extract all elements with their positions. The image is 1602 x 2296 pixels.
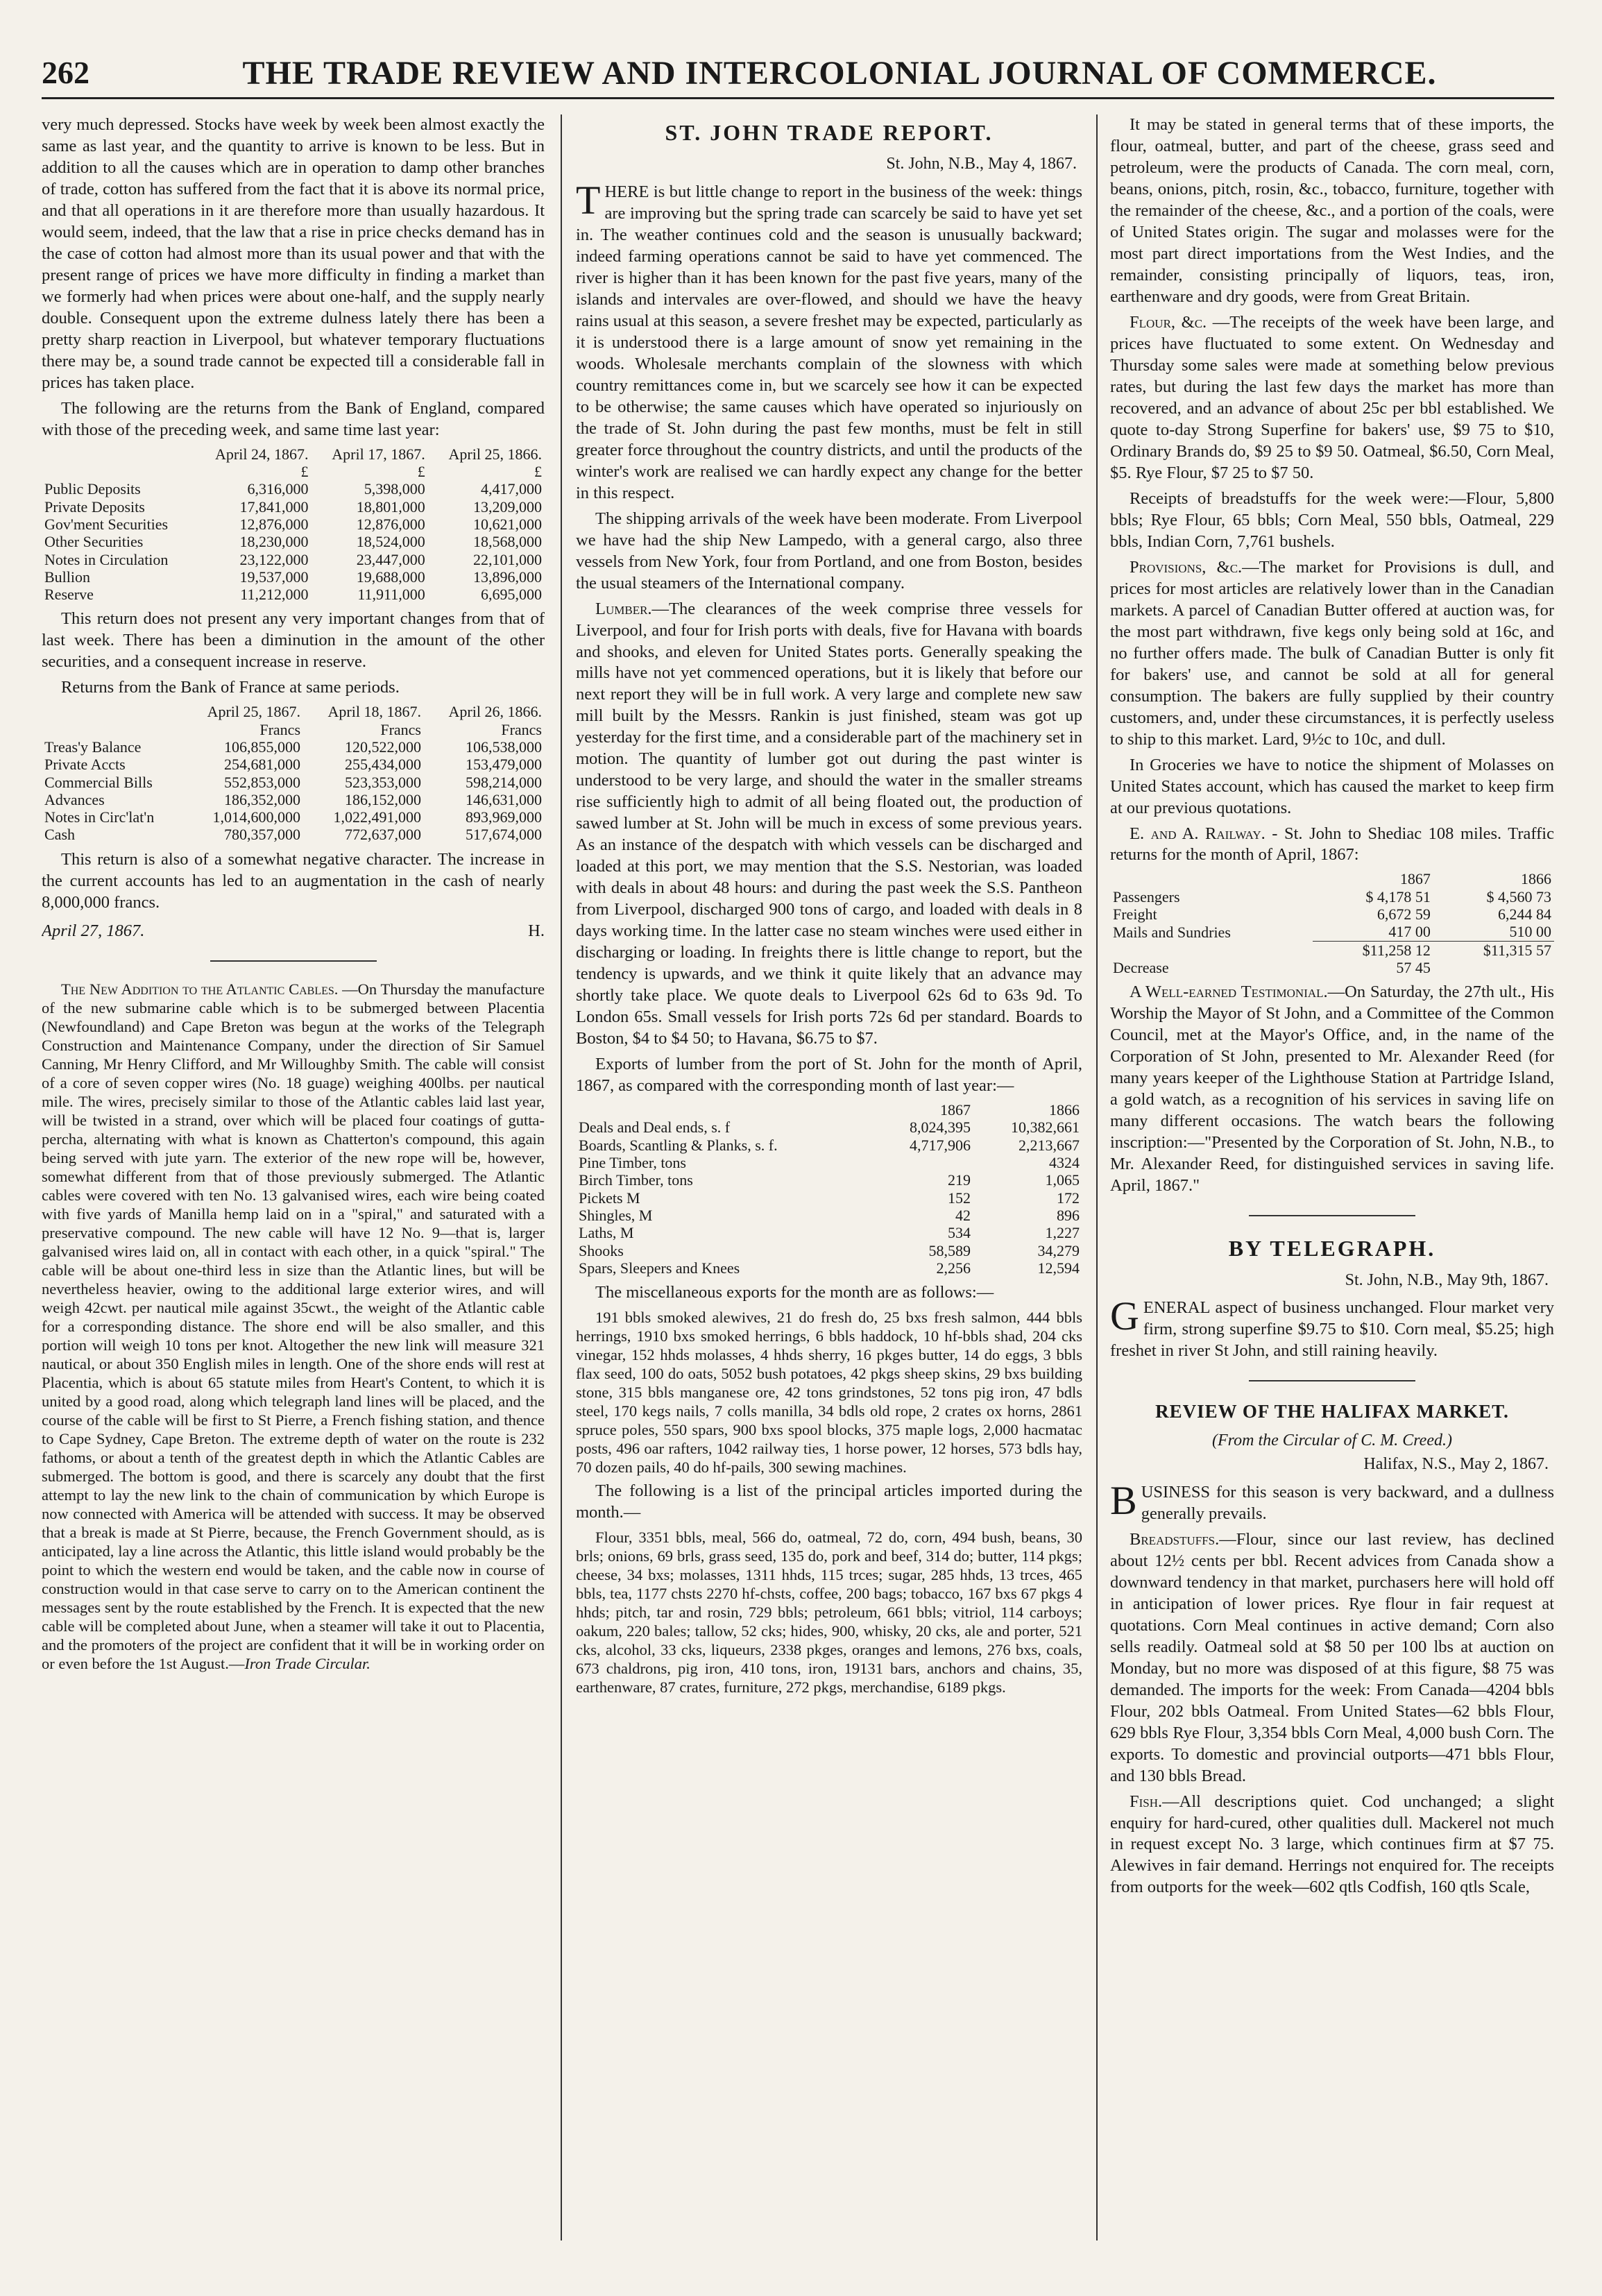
section-divider (1249, 1380, 1415, 1381)
table-row: Gov'ment Securities 12,876,000 12,876,000 10,621,000 (44, 515, 542, 533)
table-header: 1866 (1049, 1101, 1080, 1119)
table-header: April 24, 1867. (215, 445, 309, 463)
bank-france-intro: Returns from the Bank of France at same periods. (61, 678, 400, 697)
drop-cap: B (1110, 1477, 1137, 1523)
table-row: Shooks 58,589 34,279 (579, 1241, 1080, 1259)
section-divider (210, 960, 377, 962)
cotton-paragraph: very much depressed. Stocks have week by week been almost exactly the same as last year, and the quantity to arrive is known to be less. But in addition to all the causes which are in operation to damp other branches of trade, cotton has suffered from the fact that it is above its normal price, and that all operations in it are therefore more than usually hazardous. It would seem, indeed, that the law that a rise in price checks demand has in the case of cotton had almost more than its usual power and that with the present range of prices we have more difficulty in finding a market than we formerly had when prices were about one-half, and the supply nearly double. Consequent upon the extreme dulness lately there has been a pretty sharp reaction in Liverpool, but whatever temporary fluctuations there may be, a sound trade cannot be expected till a considerable fall in prices has taken place. (42, 115, 545, 392)
bank-england-note: This return does not present any very important changes from that of last week. There has been a diminution in the amount of the other securities, and a consequent increase in reserve. (42, 609, 545, 672)
provisions-paragraph: Provisions, &c.—The market for Provisions is dull, and prices for most articles are relatively lower than in the Canadian markets. A parcel of Canadian Butter offered at auction was, for the most part withdrawn, five kegs only being sold at 16c, and no further offers made. The bulk of Canadian Butter is only fit for bakers' use, and cannot be sold at all for general consumption. The bakers are fully supplied by their country customers, and, under these circumstances, it is perfectly useless to ship to this market. Lard, 9½c to 10c, and dull. (1110, 557, 1554, 749)
table-header: April 26, 1866. (448, 703, 542, 721)
currency-label: £ (300, 463, 309, 481)
table-row: Advances 186,352,000 186,152,000 146,631,000 (44, 790, 542, 808)
drop-cap: G (1110, 1293, 1139, 1338)
table-row: Cash 780,357,000 772,637,000 517,674,000 (44, 826, 542, 844)
railway-traffic-table (1110, 870, 1554, 976)
currency-label: £ (417, 463, 425, 481)
st-john-paragraph: THERE is but little change to report in the business of the week: things are improving but the spring trade can scarcely be said to have yet set in. The weather continues cold and the season is unusually backward; indeed farming operations cannot be said to have yet commenced. The river is higher than it has been known for the past five years, many of the islands and intervales are over-flowed, and should we have the heavy rains usual at this season, a severe freshet may be expected, particularly as it is understood there is a large amount of snow yet remaining in the woods. Wholesale merchants complain of the slowness with which country remittances come in, but we scarcely see how it can be expected to be otherwise; the same causes which have operated so injuriously on the trade of St. John during the past few months, must be felt in still greater force throughout the country districts, and until the products of the winter's work are realised we can hardly expect any change for the better in this respect. (576, 177, 1082, 502)
table-row: Notes in Circ'lat'n 1,014,600,000 1,022,491,000 893,969,000 (44, 808, 542, 826)
column-rule (561, 114, 562, 2240)
provisions-lead: Provisions, &c. (1130, 557, 1243, 577)
page-number: 262 (42, 55, 90, 90)
column-3 (1110, 114, 1554, 2247)
table-row: Pine Timber, tons 4324 (579, 1154, 1080, 1172)
railway-paragraph: E. and A. Railway. - St. John to Shediac 108 miles. Traffic returns for the month of April, 1867: (1110, 824, 1554, 865)
halifax-fish-paragraph: Fish.—All descriptions quiet. Cod unchanged; a slight enquiry for hard-cured, other qualities dull. Mackerel not much in request except No. 3 large, which continues firm at $7 75. Alewives in fair demand. Herrings not enquired for. The receipts from outports for the week—602 qtls Codfish, 160 qtls Scale, (1110, 1792, 1554, 1897)
table-row: Boards, Scantling & Planks, s. f. 4,717,906 2,213,667 (579, 1136, 1080, 1154)
bank-france-note: This return is also of a somewhat negative character. The increase in the current accounts has led to an augmentation in the cash of nearly 8,000,000 francs. (42, 849, 545, 912)
signoff-date: April 27, 1867. (42, 921, 145, 940)
table-row: Commercial Bills 552,853,000 523,353,000 598,214,000 (44, 773, 542, 791)
groceries-paragraph: In Groceries we have to notice the shipment of Molasses on United States account, which has caused the market to keep firm at our previous quotations. (1110, 755, 1554, 817)
table-header: April 25, 1866. (448, 445, 542, 463)
table-row: Private Deposits 17,841,000 18,801,000 13,209,000 (44, 498, 542, 516)
page-header (42, 49, 1554, 99)
bank-england-table (42, 445, 545, 604)
table-header: 1866 (1521, 870, 1551, 888)
telegraph-heading: BY TELEGRAPH. (1228, 1236, 1436, 1261)
halifax-business-paragraph: BUSINESS for this season is very backward, and a dullness generally prevails. (1110, 1477, 1554, 1523)
table-header: April 17, 1867. (332, 445, 425, 463)
table-row: Passengers $ 4,178 51 $ 4,560 73 (1113, 887, 1551, 905)
bank-france-table (42, 703, 545, 843)
table-row: Freight 6,672 59 6,244 84 (1113, 905, 1551, 924)
table-row: Pickets M 152 172 (579, 1189, 1080, 1207)
table-row: Spars, Sleepers and Knees 2,256 12,594 (579, 1259, 1080, 1277)
lumber-exports-table (576, 1101, 1082, 1277)
imports-origin-paragraph: It may be stated in general terms that of these imports, the flour, oatmeal, butter, and part of the cheese, grass seed and petroleum, were the products of Canada. The corn meal, corn, beans, onions, pitch, rosin, &c., tobacco, furniture, together with the remainder of the cheese, &c., and a portion of the coals, were of United States origin. The sugar and molasses were for the most part direct importations from the West Indies, and the remainder, consisting principally of liquors, teas, iron, earthenware and dry goods, were from Great Britain. (1110, 115, 1554, 306)
flour-paragraph: Flour, &c. —The receipts of the week have been large, and prices have fluctuated to some extent. On Wednesday and Thursday some sales were made at something below previous rates, but during the last few days the market has more than recovered, and an advance of about 25c per bbl established. We quote to-day Strong Superfine for bakers' use, $9 75 to $10, Ordinary Brands do, $9 25 to $9 50. Oatmeal, $6.50, Corn Meal, $5. Rye Flour, $7 25 to $7 50. (1110, 312, 1554, 482)
bank-england-intro: The following are the returns from the Bank of England, compared with those of the preceding week, and same time last year: (42, 398, 545, 439)
halifax-heading: REVIEW OF THE HALIFAX MARKET. (1155, 1400, 1509, 1422)
imports-intro: The following is a list of the principal articles imported during the month.— (576, 1481, 1082, 1522)
totals-row: $11,258 12 $11,315 57 (1110, 941, 1554, 959)
halifax-dateline: Halifax, N.S., May 2, 1867. (1363, 1455, 1549, 1474)
misc-exports-intro: The miscellaneous exports for the month are as follows:— (595, 1283, 994, 1302)
cable-article (42, 980, 545, 1673)
telegraph-dateline: St. John, N.B., May 9th, 1867. (1345, 1270, 1549, 1289)
table-row: Laths, M 534 1,227 (579, 1224, 1080, 1242)
testimonial-paragraph: A Well-earned Testimonial.—On Saturday, the 27th ult., His Worship the Mayor of St John, and a Committee of the Common Council, met at the Mayor's Office, and, in the name of the Corporation of St John, presented to Mr. Alexander Reed (for many years keeper of the Lighthouse Station at Partridge Island, a gold watch, as a recognition of his services in saving life on many different occasions. The watch bears the following inscription:—"Presented by the Corporation of St. John, N.B., to Mr. Alexander Reed, for distinguished services in saving life. April, 1867." (1110, 983, 1554, 1196)
fish-lead: Fish. (1130, 1792, 1163, 1811)
table-header: April 18, 1867. (327, 703, 421, 721)
currency-label: Francs (259, 720, 301, 738)
breadstuffs-lead: Breadstuffs. (1130, 1529, 1220, 1549)
testimonial-lead: A Well-earned Testimonial. (1130, 983, 1328, 1002)
table-row: Notes in Circulation 23,122,000 23,447,000 22,101,000 (44, 550, 542, 568)
imports-list: Flour, 3351 bbls, meal, 566 do, oatmeal, 72 do, corn, 494 bush, beans, 30 brls; onions, 69 brls, grass seed, 135 do, pork and beef, 314 do; butter, 114 pkgs; cheese, 34 bxs; molasses, 1311 hhds, 115 trces; sugar, 285 hhds, 13 trces, 465 bbls, tea, 1177 chsts 2270 hf-chsts, coffee, 200 bags; tobacco, 167 bxs 67 pkgs 4 hhds; pitch, tar and rosin, 729 bbls; petroleum, 661 bbls; vitriol, 114 carboys; oakum, 220 bales; tallow, 52 cks; hides, 900, whisky, 20 cks, ale and porter, 521 cks, alcohol, 33 cks, liqueurs, 2338 pkges, oranges and lemons, 276 bxs, coals, 673 chaldrons, pig iron, 410 tons, iron, 19131 bars, anchors and chains, 35, earthenware, 87 crates, furniture, 272 pkgs, merchandise, 6189 pkgs. (576, 1529, 1082, 1697)
lumber-paragraph: Lumber.—The clearances of the week comprise three vessels for Liverpool, and four for Irish ports with deals, five for Havana with boards and shooks, and eleven for United States ports. Generally speaking the mills have not yet commenced operations, but it is likely that before our next report they will be in full work. A very large and complete new saw mill built by the Messrs. Rankin is just finished, steam was got up yesterday for the first time, and a considerable part of the machinery set in motion. The quantity of lumber got out during the past winter is understood to be very large, and should the water in the smaller streams rise sufficiently high to admit of all being floated out, the production of sawed lumber at St. John will be much in excess of some previous years. As an instance of the despatch with which vessels can be discharged and loaded at this port, we may mention that the S.S. Nestorian, was loaded with deals in about 48 hours: and during the past week the S.S. Pantheon from Liverpool, discharged 900 tons of cargo, and loaded with deals in 8 days working time. In the latter case no steam winches were used either in discharging or loading. In freights there is little change to report, but the tendency is upwards, and we think it quite likely that an advance may shortly take place. We quote deals to Liverpool 62s 6d to 63s 9d. To London 65s. Small vessels for Irish ports 72s 6d per standard. Boards to Boston, $4 to $4 50; to Havana, $6.75 to $7. (576, 599, 1082, 1048)
table-header: April 25, 1867. (207, 703, 301, 721)
misc-exports-list: 191 bbls smoked alewives, 21 do fresh do, 25 bxs fresh salmon, 444 bbls herrings, 1910 bxs smoked herrings, 6 bbls haddock, 10 hf-bbls shad, 204 cks vinegar, 152 hhds molasses, 4 hhds sherry, 16 pkges butter, 14 do eggs, 3 bbls flax seed, 100 do oats, 5052 bush potatoes, 42 pkgs sheep skins, 29 bxs building stone, 315 bbls manganese ore, 42 tons grindstones, 52 tons pig iron, 47 bdls steel, 170 kegs nails, 7 colls manilla, 34 bdls old rope, 2 crates ox horns, 2861 spruce poles, 550 spars, 900 bxs spool blocks, 375 maple logs, 2,000 hacmatac posts, 496 oar rafters, 1042 railway ties, 1 horse power, 12 horses, 573 bdls hay, 70 dozen pails, 40 do hf-pails, 300 sewing machines. (576, 1309, 1082, 1477)
currency-label: £ (534, 463, 542, 481)
currency-label: Francs (380, 720, 421, 738)
cable-source: Iron Trade Circular. (244, 1654, 370, 1672)
drop-cap: T (576, 177, 601, 223)
letter-signoff (42, 921, 545, 942)
table-row: Deals and Deal ends, s. f 8,024,395 10,382,661 (579, 1119, 1080, 1137)
table-header: 1867 (1399, 870, 1431, 888)
telegraph-paragraph: GENERAL aspect of business unchanged. Flour market very firm, strong superfine $9.75 to $10. Corn meal, $5.25; high freshet in river St John, and still raining heavily. (1110, 1293, 1554, 1360)
shipping-paragraph: The shipping arrivals of the week have been moderate. From Liverpool we have had the ship New Lampedo, with a general cargo, also three vessels from New York, four from Portland, and one from Boston, besides the usual steamers of the International company. (576, 509, 1082, 593)
table-row: Reserve 11,212,000 11,911,000 6,695,000 (44, 586, 542, 604)
lumber-exports-intro: Exports of lumber from the port of St. John for the month of April, 1867, as compared with the corresponding month of last year:— (576, 1055, 1082, 1096)
lumber-lead: Lumber. (595, 599, 652, 618)
column-2 (576, 114, 1082, 2247)
cable-text: —On Thursday the manufacture of the new submarine cable which is to be submerged between Placentia (Newfoundland) and Cape Breton was begun at the works of the Telegraph Construction and Maintenance Company, under the direction of Sir Samuel Canning, Mr Henry Clifford, and Mr Willoughby Smith. The cable will consist of a core of seven copper wires (No. 18 guage) weighing 400lbs. per nautical mile. The wires, precisely similar to those of the Atlantic cables laid last year, will be twisted in a strand, over which will be placed four coatings of gutta-percha, alternating with what is known as Chatterton's compound, this again being served with jute yarn. The exterior of the new rope will be, however, somewhat different from that of those previously submerged. The Atlantic cables were covered with ten No. 13 galvanised wires, each wire being coated with five yards of Manilla hemp laid on in a "spiral," and saturated with a preservative compound. The new cable will have 12 No. 9—that is, larger galvanised wires laid on, all in contact with each other, in a quick "spiral." The cable will be about one-third less in size than the Atlantic lines, but will be nevertheless heavier, owing to the additional large exterior wires, and will weigh 42cwt. per nautical mile against 35cwt., the weight of the Atlantic cable for a corresponding distance. The shore end will be also smaller, and this portion will weigh 10 tons per knot. Altogether the new link will measure 321 nautical, or about 350 English miles in length. One of the shore ends will rest at Placentia, which is about 65 statute miles from Heart's Content, to which it is united by a good road, along which telegraph land lines will be placed, and the course of the cable will be first to St Pierre, a French fishing station, and thence to Cape Sydney, Cape Breton. The extreme depth of water on the route is 232 fathoms, or about a tenth of the greatest depth in which the Atlantic Cables are submerged. The bottom is good, and there is scarcely any doubt that the first attempt to lay the new link to the chain of communication by which Europe is now connected with America will be attended with success. It may be observed that a break is made at St Pierre, because, the French Government should, as is anticipated, lay a line across the Atlantic, this little island would probably be the point to which the western end would be taken, and the cable now in course of construction would in that case serve to carry on to the American continent the messages sent by the route established by the French. It is expected that the new cable will be completed about June, when a steamer will take it out to Placentia, and the promoters of the project are confident that it will be in working order on or even before the 1st August.— (42, 980, 545, 1672)
table-row: Other Securities 18,230,000 18,524,000 18,568,000 (44, 533, 542, 551)
table-row: Private Accts 254,681,000 255,434,000 153,479,000 (44, 756, 542, 774)
st-john-dateline: St. John, N.B., May 4, 1867. (886, 155, 1077, 173)
cable-lead: The New Addition to the Atlantic Cables. (61, 980, 339, 998)
table-row: Public Deposits 6,316,000 5,398,000 4,417,000 (44, 480, 542, 498)
breadstuff-receipts-paragraph: Receipts of breadstuffs for the week were:—Flour, 5,800 bbls; Rye Flour, 65 bbls; Corn Meal, 550 bbls, Oatmeal, 229 bbls, Indian Corn, 7,761 bushels. (1110, 488, 1554, 551)
signoff-initial: H. (528, 921, 545, 940)
running-title: THE TRADE REVIEW AND INTERCOLONIAL JOURNAL OF COMMERCE. (242, 55, 1437, 92)
table-row: Mails and Sundries 417 00 510 00 (1113, 923, 1551, 941)
table-row: Birch Timber, tons 219 1,065 (579, 1171, 1080, 1189)
table-header: 1867 (940, 1101, 971, 1119)
halifax-breadstuffs-paragraph: Breadstuffs.—Flour, since our last review, has declined about 12½ cents per bbl. Recent advices from Canada show a downward tendency in that market, purchasers here will hold off in anticipation of lower prices. Rye flour in fair request at quotations. Corn Meal continues in active demand; Corn also sells readily. Oatmeal sold at $8 50 per 100 lbs at auction on Monday, but no more was disposed of at this figure, $8 75 was demanded. The imports for the week: From Canada—4204 bbls Flour, 202 bbls Oatmeal. From United States—62 bbls Flour, 629 bbls Rye Flour, 3,354 bbls Corn Meal, 4,000 bush Corn. The exports. To domestic and provincial outports—471 bbls Flour, and 130 bbls Bread. (1110, 1529, 1554, 1785)
column-1 (42, 114, 545, 2247)
table-row: Bullion 19,537,000 19,688,000 13,896,000 (44, 568, 542, 586)
currency-label: Francs (501, 720, 542, 738)
table-row: Treas'y Balance 106,855,000 120,522,000 106,538,000 (44, 738, 542, 756)
decrease-row: Decrease 57 45 (1113, 958, 1431, 976)
railway-lead: E. and A. Railway. (1130, 824, 1266, 843)
halifax-subheading: (From the Circular of C. M. Creed.) (1212, 1431, 1452, 1450)
section-divider (1249, 1215, 1415, 1216)
column-rule (1096, 114, 1098, 2240)
table-row: Shingles, M 42 896 (579, 1206, 1080, 1224)
flour-lead: Flour, &c. (1130, 312, 1207, 332)
st-john-heading: ST. JOHN TRADE REPORT. (665, 120, 994, 145)
